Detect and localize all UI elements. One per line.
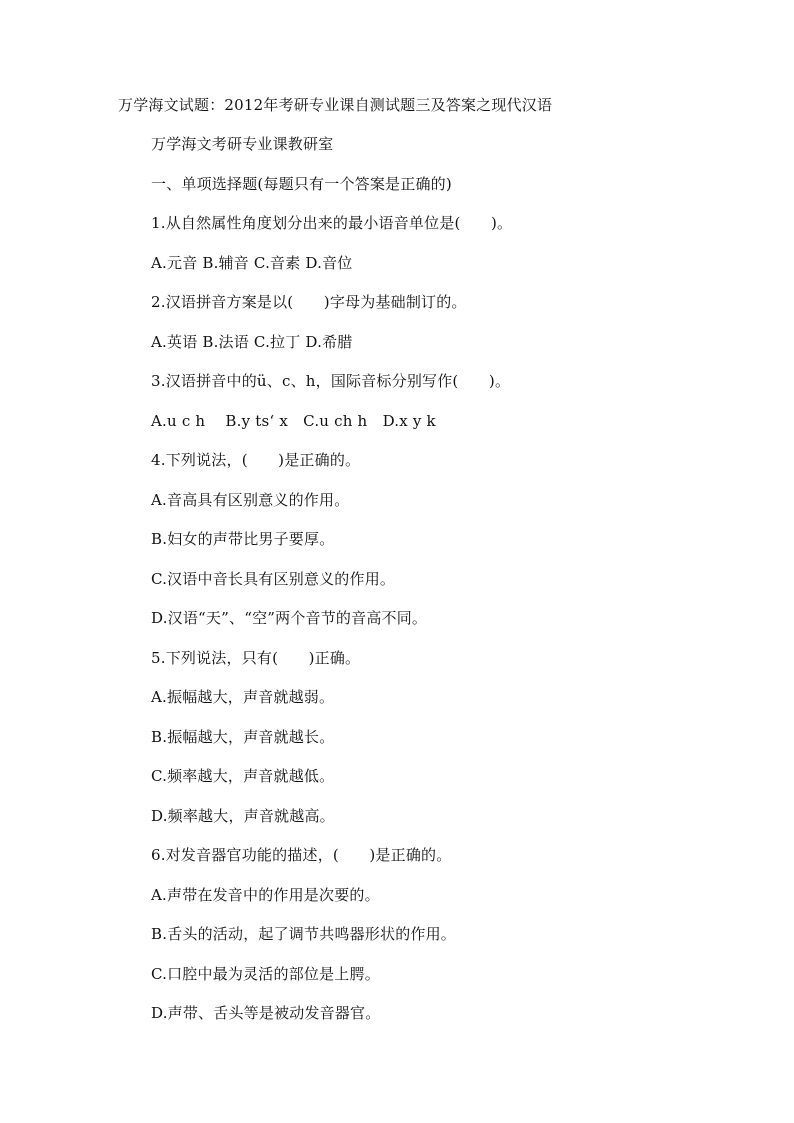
question-4: 4.下列说法，( )是正确的。 — [151, 451, 361, 469]
document-author: 万学海文考研专业课教研室 — [151, 135, 334, 153]
option-6b: B.舌头的活动，起了调节共鸣器形状的作用。 — [151, 925, 456, 943]
option-4a: A.音高具有区别意义的作用。 — [151, 491, 350, 509]
options-1: A.元音 B.辅音 C.音素 D.音位 — [151, 254, 353, 272]
document-title: 万学海文试题：2012年考研专业课自测试题三及答案之现代汉语 — [118, 96, 553, 114]
option-5c: C.频率越大，声音就越低。 — [151, 767, 335, 785]
option-6d: D.声带、舌头等是被动发音器官。 — [151, 1004, 381, 1022]
option-4d: D.汉语“天”、“空”两个音节的音高不同。 — [151, 609, 428, 627]
option-5b: B.振幅越大，声音就越长。 — [151, 728, 335, 746]
option-5d: D.频率越大，声音就越高。 — [151, 807, 335, 825]
option-4c: C.汉语中音长具有区别意义的作用。 — [151, 570, 396, 588]
option-5a: A.振幅越大，声音就越弱。 — [151, 688, 335, 706]
option-4b: B.妇女的声带比男子要厚。 — [151, 530, 335, 548]
question-3: 3.汉语拼音中的ü、c、h，国际音标分别写作( )。 — [151, 372, 511, 390]
question-6: 6.对发音器官功能的描述，( )是正确的。 — [151, 846, 452, 864]
question-2: 2.汉语拼音方案是以( )字母为基础制订的。 — [151, 293, 467, 311]
section-heading: 一、单项选择题(每题只有一个答案是正确的) — [151, 175, 452, 193]
options-3: A.u c h B.y ts‘ x C.u ch h D.x y k — [151, 412, 436, 430]
question-5: 5.下列说法，只有( )正确。 — [151, 649, 361, 667]
option-6c: C.口腔中最为灵活的部位是上腭。 — [151, 965, 380, 983]
question-1: 1.从自然属性角度划分出来的最小语音单位是( )。 — [151, 214, 513, 232]
options-2: A.英语 B.法语 C.拉丁 D.希腊 — [151, 333, 353, 351]
option-6a: A.声带在发音中的作用是次要的。 — [151, 886, 380, 904]
